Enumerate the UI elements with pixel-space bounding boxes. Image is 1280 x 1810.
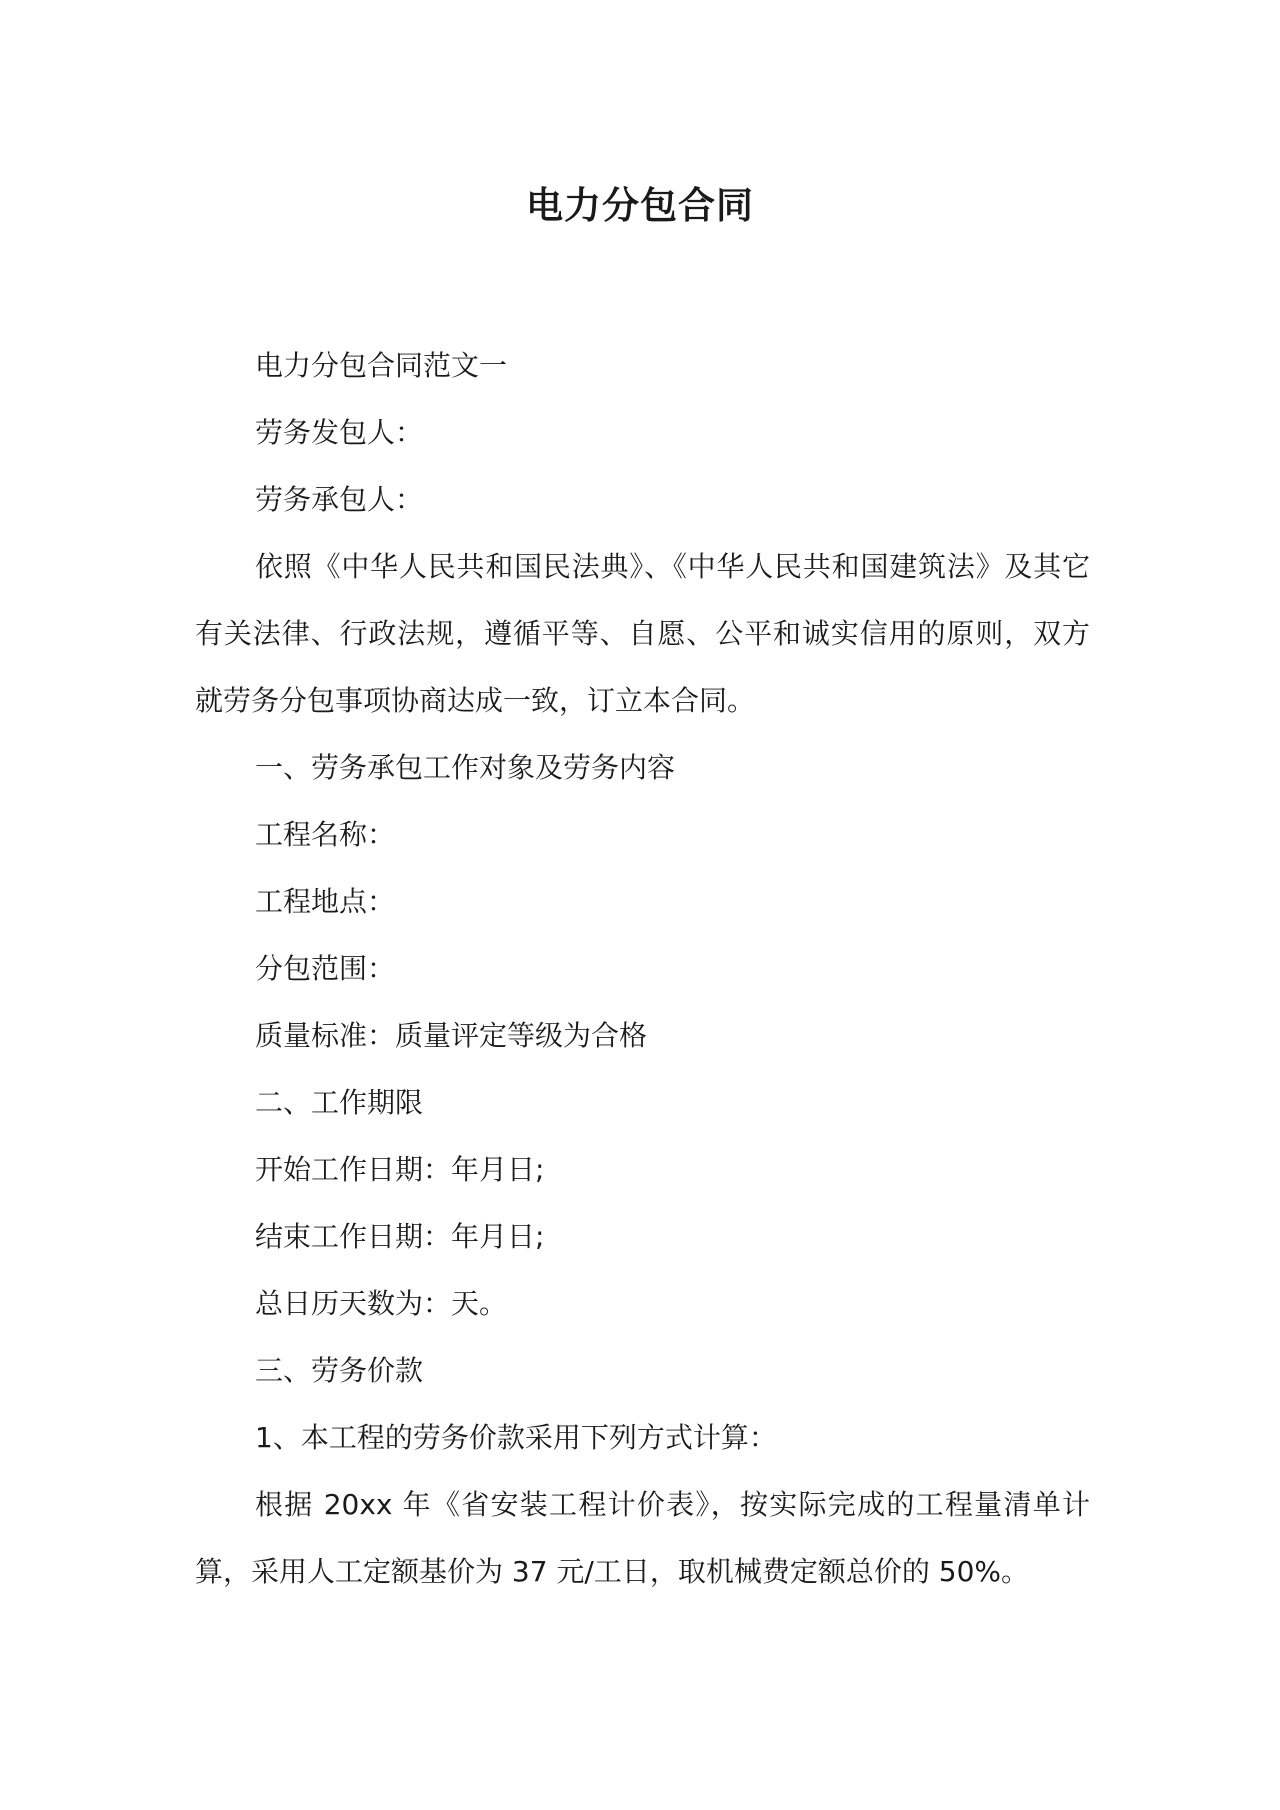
document-title: 电力分包合同 [526,184,754,227]
contractor-line: 劳务承包人： [255,483,424,516]
project-location-line: 工程地点： [255,885,396,918]
start-date-line: 开始工作日期：年月日; [255,1153,545,1186]
quality-standard-line: 质量标准：质量评定等级为合格 [255,1019,648,1052]
subcontract-scope-line: 分包范围： [255,952,396,985]
employer-line: 劳务发包人： [255,416,424,449]
pricing-detail-paragraph: 根据 20xx 年《省安装工程计价表》，按实际完成的工程量清单计算，采用人工定额基价为 37 元/工日，取机械费定额总价的 50%。 [195,1488,1090,1588]
project-name-line: 工程名称： [255,818,396,851]
preamble-paragraph: 依照《中华人民共和国民法典》、《中华人民共和国建筑法》及其它有关法律、行政法规，遵循平等、自愿、公平和诚实信用的原则，双方就劳务分包事项协商达成一致，订立本合同。 [195,550,1090,717]
section-heading-3: 三、劳务价款 [255,1354,424,1387]
end-date-line: 结束工作日期：年月日; [255,1220,545,1253]
section-heading-2: 二、工作期限 [255,1086,424,1119]
subtitle-paragraph: 电力分包合同范文一 [255,349,508,382]
document-body [195,332,1090,1605]
pricing-method-line: 1、本工程的劳务价款采用下列方式计算： [255,1421,777,1454]
section-heading-1: 一、劳务承包工作对象及劳务内容 [255,751,676,784]
total-days-line: 总日历天数为：天。 [255,1287,508,1320]
